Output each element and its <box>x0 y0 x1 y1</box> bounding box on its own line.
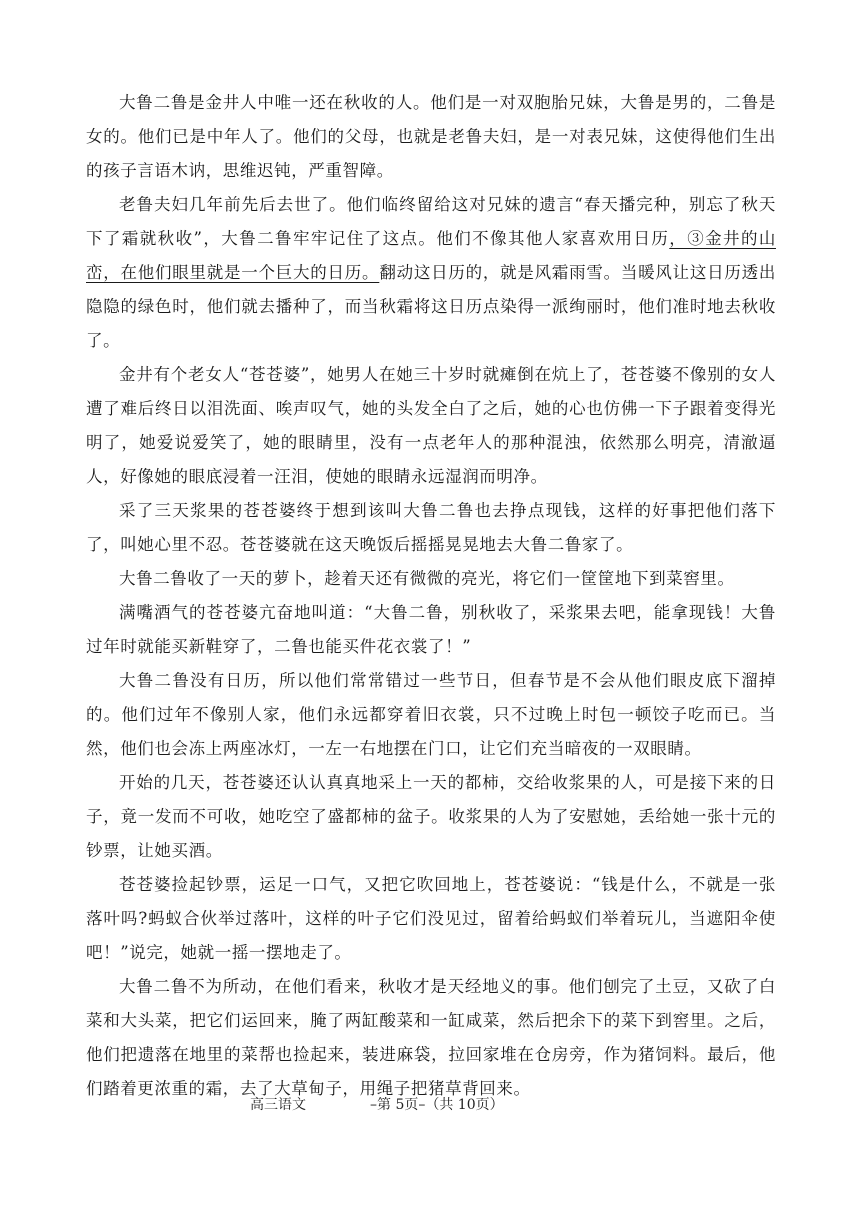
paragraph-10: 大鲁二鲁不为所动，在他们看来，秋收才是天经地义的事。他们刨完了土豆，又砍了白菜和大头菜，把它们运回来，腌了两缸酸菜和一缸咸菜，然后把余下的菜下到窖里。之后，他们把遗落在地里的菜帮也捡起来，装进麻袋，拉回家堆在仓房旁，作为猪饲料。最后，他们踏着更浓重的霜，去了大草甸子，用绳子把猪草背回来。 <box>86 977 776 1098</box>
footer-subject: 高三语文 <box>250 1097 306 1113</box>
paragraph-3: 金井有个老女人“苍苍婆”，她男人在她三十岁时就瘫倒在炕上了，苍苍婆不像别的女人遭了难后终日以泪洗面、唉声叹气，她的头发全白了之后，她的心也仿佛一下子跟着变得光明了，她爱说爱笑了，她的眼睛里，没有一点老年人的那种混浊，依然那么明亮，清澈逼人，好像她的眼底浸着一汪泪，使她的眼睛永远湿润而明净。 <box>86 365 776 486</box>
paragraph-2-text-after: 翻动这日历的，就是风霜雨雪。当暖风让这日历透出隐隐的绿色时，他们就去播种了，而当秋霜将这日历点染得一派绚丽时，他们准时地去秋收了。 <box>86 263 776 350</box>
paragraph-2-text-before: 老鲁夫妇几年前先后去世了。他们临终留给这对兄妹的遗言“春天播完种，别忘了秋天下了霜就秋收”，大鲁二鲁牢牢记住了这点。他们不像其他人家喜欢用日历 <box>86 195 776 248</box>
paragraph-7: 大鲁二鲁没有日历，所以他们常常错过一些节日，但春节是不会从他们眼皮底下溜掉的。他们过年不像别人家，他们永远都穿着旧衣裳，只不过晚上时包一顿饺子吃而已。当然，他们也会冻上两座冰灯，一左一右地摆在门口，让它们充当暗夜的一双眼睛。 <box>86 671 776 758</box>
paragraph-8: 开始的几天，苍苍婆还认认真真地采上一天的都柿，交给收浆果的人，可是接下来的日子，竟一发而不可收，她吃空了盛都柿的盆子。收浆果的人为了安慰她，丢给她一张十元的钞票，让她买酒。 <box>86 773 776 860</box>
paragraph-4: 采了三天浆果的苍苍婆终于想到该叫大鲁二鲁也去挣点现钱，这样的好事把他们落下了，叫她心里不忍。苍苍婆就在这天晚饭后摇摇晃晃地去大鲁二鲁家了。 <box>86 501 776 554</box>
paragraph-5: 大鲁二鲁收了一天的萝卜，趁着天还有微微的亮光，将它们一筐筐地下到菜窖里。 <box>119 569 735 588</box>
paragraph-1: 大鲁二鲁是金井人中唯一还在秋收的人。他们是一对双胞胎兄妹，大鲁是男的，二鲁是女的。他们已是中年人了。他们的父母，也就是老鲁夫妇，是一对表兄妹，这使得他们生出的孩子言语木讷，思维迟钝，严重智障。 <box>86 93 776 180</box>
paragraph-9: 苍苍婆捡起钞票，运足一口气，又把它吹回地上，苍苍婆说：“钱是什么，不就是一张落叶吗?蚂蚁合伙举过落叶，这样的叶子它们没见过，留着给蚂蚁们举着玩儿，当遮阳伞使吧！”说完，她就一摇一摆地走了。 <box>86 875 776 962</box>
paragraph-2 <box>86 188 776 358</box>
underlined-sentence-3: ，③金井的山峦，在他们眼里就是一个巨大的日历。 <box>86 229 776 282</box>
footer-page-number: –第 5页–（共 10页） <box>370 1097 504 1113</box>
reading-passage <box>86 86 776 1106</box>
paragraph-6: 满嘴酒气的苍苍婆亢奋地叫道：“大鲁二鲁，别秋收了，采浆果去吧，能拿现钱！大鲁过年时就能买新鞋穿了，二鲁也能买件花衣裳了！” <box>86 603 776 656</box>
